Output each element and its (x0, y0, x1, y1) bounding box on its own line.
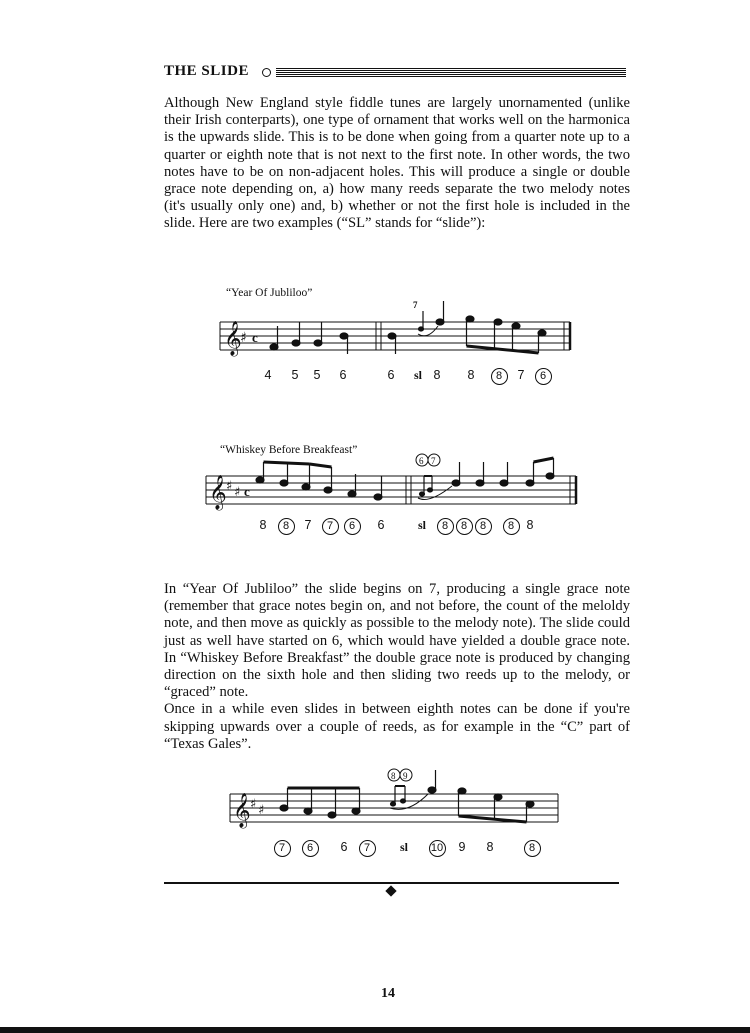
svg-text:♯: ♯ (234, 485, 241, 500)
heading-rule (276, 68, 626, 77)
example3-staff (228, 764, 560, 840)
intro-paragraph (164, 95, 630, 233)
slide-marker: sl (413, 368, 422, 382)
svg-text:c: c (252, 330, 258, 345)
svg-text:♯: ♯ (240, 330, 247, 346)
section-heading: THE SLIDE (164, 63, 249, 79)
hole-number: 9 (458, 840, 466, 854)
circled-hole-number: 7 (318, 518, 342, 535)
circled-hole-number: 8 (433, 518, 457, 535)
hole-number: 6 (377, 518, 385, 532)
hole-number: 7 (517, 368, 525, 382)
hole-number: 8 (486, 840, 494, 854)
hole-number: 6 (340, 840, 348, 854)
heading-ornament-circle (262, 68, 271, 77)
explanation-text-2: Once in a while even slides in between eighth notes can be done if you're skipping upwards over a couple of reeds, as for example in the “C” part of “Texas Gales”. (164, 701, 630, 752)
treble-clef-icon: 𝄞 (233, 793, 251, 828)
hole-number: 5 (313, 368, 321, 382)
circled-hole-number: 8 (487, 368, 511, 385)
intro-text: Although New England style fiddle tunes are largely unornamented (unlike their Irish conterparts), one type of ornament that works well on the harmonica is the upwards slide. This is to be done when going from a quarter note up to a quarter or eighth note that is not next to the first note. In other words, the two notes have to be on non-adjacent holes. This will produce a single or double grace note depending on, a) how many reeds separate the two melody notes (it's usually only one) and, b) whether or not the first hole is included in the slide. Here are two examples (“SL” stands for “slide”): (164, 95, 630, 232)
circled-hole-number: 7 (270, 840, 294, 857)
svg-text:♯: ♯ (258, 803, 265, 818)
hole-number: 8 (259, 518, 267, 532)
svg-text:c: c (244, 484, 250, 499)
circled-hole-number: 8 (499, 518, 523, 535)
explanation-paragraph (164, 581, 630, 753)
divider-rule (164, 882, 619, 884)
scan-edge (0, 1027, 750, 1033)
hole-number: 8 (467, 368, 475, 382)
circled-hole-number: 6 (298, 840, 322, 857)
circled-hole-number: 8 (274, 518, 298, 535)
example2-title: “Whiskey Before Breakfeast” (220, 444, 358, 456)
example2-staff (204, 450, 580, 516)
circled-hole-number: 6 (340, 518, 364, 535)
svg-text:♯: ♯ (226, 479, 233, 494)
diamond-ornament-icon (385, 885, 396, 896)
example1-staff (218, 296, 574, 362)
hole-number: 4 (264, 368, 272, 382)
treble-clef-icon: 𝄞 (209, 475, 227, 510)
grace-label: 9 (403, 771, 408, 781)
treble-clef-icon: 𝄞 (224, 321, 242, 356)
slide-marker: sl (417, 518, 426, 532)
hole-number: 8 (526, 518, 534, 532)
circled-hole-number: 8 (471, 518, 495, 535)
hole-number: 6 (387, 368, 395, 382)
grace-label: 7 (431, 456, 436, 466)
hole-number: 5 (291, 368, 299, 382)
grace-label: 8 (391, 771, 396, 781)
grace-label: 6 (419, 456, 424, 466)
hole-number: 6 (339, 368, 347, 382)
grace-label: 7 (413, 300, 418, 310)
circled-hole-number: 8 (520, 840, 544, 857)
svg-text:♯: ♯ (250, 797, 257, 812)
example1-title: “Year Of Jubliloo” (226, 287, 313, 299)
page-number: 14 (381, 986, 395, 1001)
circled-hole-number: 7 (355, 840, 379, 857)
slide-marker: sl (399, 840, 408, 854)
hole-number: 8 (433, 368, 441, 382)
explanation-text: In “Year Of Jubliloo” the slide begins on 7, producing a single grace note (remember that grace notes begin on, and not before, the count of the meloldy note, and then move as quickly as possible to the melody note). The slide could just as well have started on 6, which would have yielded a double grace note. In “Whiskey Before Breakfast” the double grace note is produced by changing direction on the sixth hole and then sliding two reeds up to the melody, or “graced” note. (164, 581, 630, 701)
circled-hole-number: 10 (425, 840, 449, 857)
circled-hole-number: 6 (531, 368, 555, 385)
circled-hole-number: 8 (452, 518, 476, 535)
hole-number: 7 (304, 518, 312, 532)
